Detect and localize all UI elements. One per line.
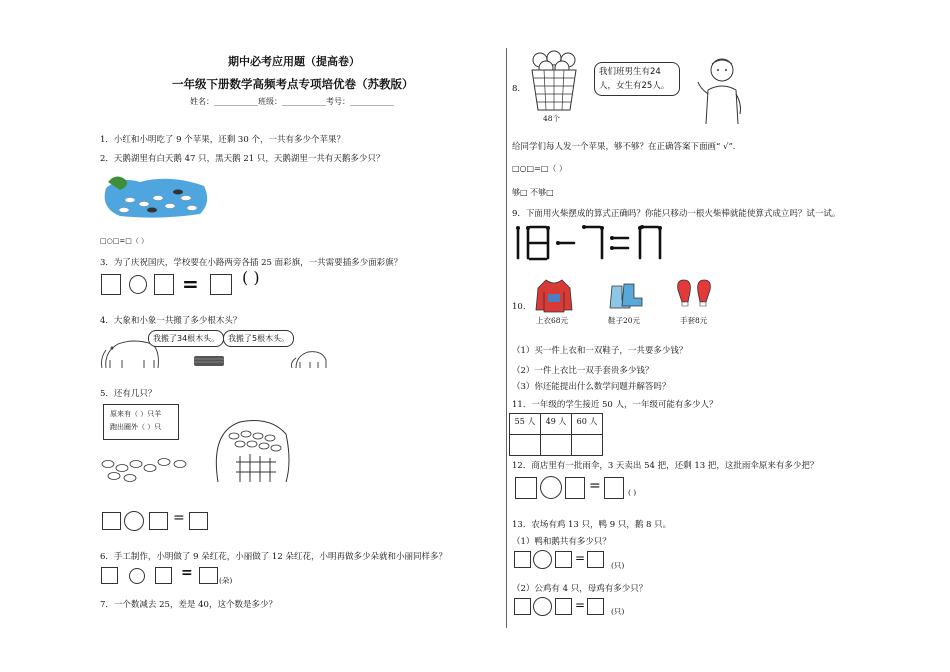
q11-answer-cell-3[interactable] (572, 435, 603, 456)
q4-bubble-small-elephant: 我搬了5根木头。 (223, 330, 294, 347)
q13b-answer-box-3[interactable] (587, 598, 604, 615)
q5-equals-sign: = (173, 510, 185, 526)
q13b-answer-box-2[interactable] (555, 598, 572, 615)
jacket-illustration (534, 276, 574, 314)
q10-gloves-price: 手套8元 (680, 316, 708, 325)
q3-unit-paren: ( ) (242, 268, 260, 287)
q13-subquestion-2: （2）公鸡有 4 只，母鸡有多少只？ (512, 584, 648, 594)
q13a-answer-box-3[interactable] (587, 551, 604, 568)
question-13: 13．农场有鸡 13 只，鸭 9 只，鹅 8 只。 (512, 520, 672, 530)
sheep-pen-illustration (100, 412, 290, 490)
q6-unit-label: (朵) (219, 576, 233, 585)
q3-answer-box-1[interactable] (101, 274, 121, 295)
q8-speech-bubble: 我们班男生有24人，女生有25人。 (594, 62, 680, 96)
q10-jacket-price: 上衣68元 (536, 316, 569, 325)
q5-answer-box-2[interactable] (149, 512, 168, 530)
apple-basket-illustration (528, 48, 580, 116)
q11-answer-cell-1[interactable] (510, 435, 541, 456)
q12-unit-paren: ( ) (628, 488, 637, 497)
q6-operator-circle[interactable] (129, 568, 145, 584)
q5-info-line-2: 跑出圈外（ ）只 (110, 423, 162, 431)
question-11: 11．一年级的学生接近 50 人，一年级可能有多少人？ (512, 400, 718, 410)
q12-answer-box-2[interactable] (565, 477, 585, 499)
q13a-operator-circle[interactable] (533, 550, 552, 569)
q3-equals-sign: = (182, 272, 199, 296)
q5-info-line-1: 原来有（ ）只羊 (110, 410, 162, 418)
column-divider (506, 48, 507, 628)
q3-answer-box-3[interactable] (210, 274, 232, 295)
q13b-operator-circle[interactable] (533, 597, 552, 616)
q10-subquestion-2: （2）一件上衣比一双手套贵多少钱？ (512, 366, 654, 376)
question-7: 7．一个数减去 25，差是 40，这个数是多少？ (100, 600, 277, 610)
q6-answer-box-2[interactable] (155, 567, 172, 584)
swan-lake-illustration (100, 168, 212, 220)
shoes-illustration (608, 280, 644, 312)
boy-illustration (696, 54, 746, 126)
q11-option-3[interactable]: 60 人 (572, 414, 603, 435)
question-12: 12．商店里有一批雨伞，3 天卖出 54 把，还剩 13 把，这批雨伞原来有多少把？ (512, 461, 819, 471)
q8-formula: □○□=□（ ） (512, 164, 567, 173)
question-8-text: 给同学们每人发一个苹果，够不够？在正确答案下面画“ √”． (512, 142, 742, 152)
q12-answer-box-1[interactable] (515, 477, 537, 499)
q10-shoes-price: 鞋子20元 (608, 316, 641, 325)
question-6: 6．手工制作，小明做了 9 朵红花，小丽做了 12 朵红花，小明再做多少朵就和小丽同样多？ (100, 552, 447, 562)
q13b-unit-label: (只) (611, 607, 625, 616)
q8-options[interactable]: 够□ 不够□ (512, 188, 554, 197)
q6-answer-box-3[interactable] (199, 567, 218, 584)
q12-operator-circle[interactable] (540, 476, 562, 499)
q5-operator-circle[interactable] (124, 511, 144, 531)
q6-equals-sign: = (181, 565, 193, 581)
q10-subquestion-1: （1）买一件上衣和一双鞋子，一共要多少钱？ (512, 346, 688, 356)
q13a-answer-box-1[interactable] (514, 551, 531, 568)
question-5: 5．还有几只？ (100, 389, 157, 399)
q5-answer-box-3[interactable] (189, 512, 208, 530)
worksheet-title: 期中必考应用题（提高卷） (228, 55, 360, 68)
question-2-formula: □○□=□（ ） (100, 237, 149, 245)
q13a-equals-sign: = (575, 551, 586, 565)
q8-basket-label: 48个 (543, 114, 561, 123)
q12-equals-sign: = (589, 478, 601, 494)
gloves-illustration (674, 276, 714, 312)
q11-answer-cell-2[interactable] (541, 435, 572, 456)
q12-answer-box-3[interactable] (604, 477, 624, 499)
q13a-answer-box-2[interactable] (555, 551, 572, 568)
q11-option-2[interactable]: 49 人 (541, 414, 572, 435)
q13b-answer-box-1[interactable] (514, 598, 531, 615)
student-info-line: 姓名：___________班级：___________考号：___________ (190, 97, 394, 106)
question-9: 9．下面用火柴摆成的算式正确吗？你能只移动一根火柴棒就能使算式成立吗？试一试。 (512, 209, 841, 219)
question-3: 3．为了庆祝国庆，学校要在小路两旁各插 25 面彩旗，一共需要插多少面彩旗？ (100, 258, 403, 268)
question-2: 2．天鹅湖里有白天鹅 47 只，黑天鹅 21 只，天鹅湖里一共有天鹅多少只？ (100, 154, 385, 164)
question-1: 1．小红和小明吃了 9 个苹果，还剩 30 个，一共有多少个苹果？ (100, 135, 345, 145)
matchstick-equation (512, 224, 668, 264)
worksheet-subtitle: 一年级下册数学高频考点专项培优卷（苏教版） (172, 77, 414, 91)
q3-operator-circle[interactable] (129, 275, 147, 294)
q6-answer-box-1[interactable] (101, 567, 118, 584)
q13a-unit-label: (只) (611, 561, 625, 570)
q11-options-table (509, 413, 603, 456)
q4-bubble-big-elephant: 我搬了34根木头。 (148, 330, 224, 347)
q3-answer-box-2[interactable] (154, 274, 174, 295)
q13-subquestion-1: （1）鸭和鹅共有多少只？ (512, 537, 611, 547)
question-4: 4．大象和小象一共搬了多少根木头？ (100, 316, 242, 326)
q10-subquestion-3: （3）你还能提出什么数学问题并解答吗？ (512, 382, 671, 392)
question-10-number: 10. (512, 302, 526, 312)
q13b-equals-sign: = (575, 598, 586, 612)
question-8-number: 8. (512, 84, 521, 94)
q11-option-1[interactable]: 55 人 (510, 414, 541, 435)
q5-answer-box-1[interactable] (102, 512, 121, 530)
